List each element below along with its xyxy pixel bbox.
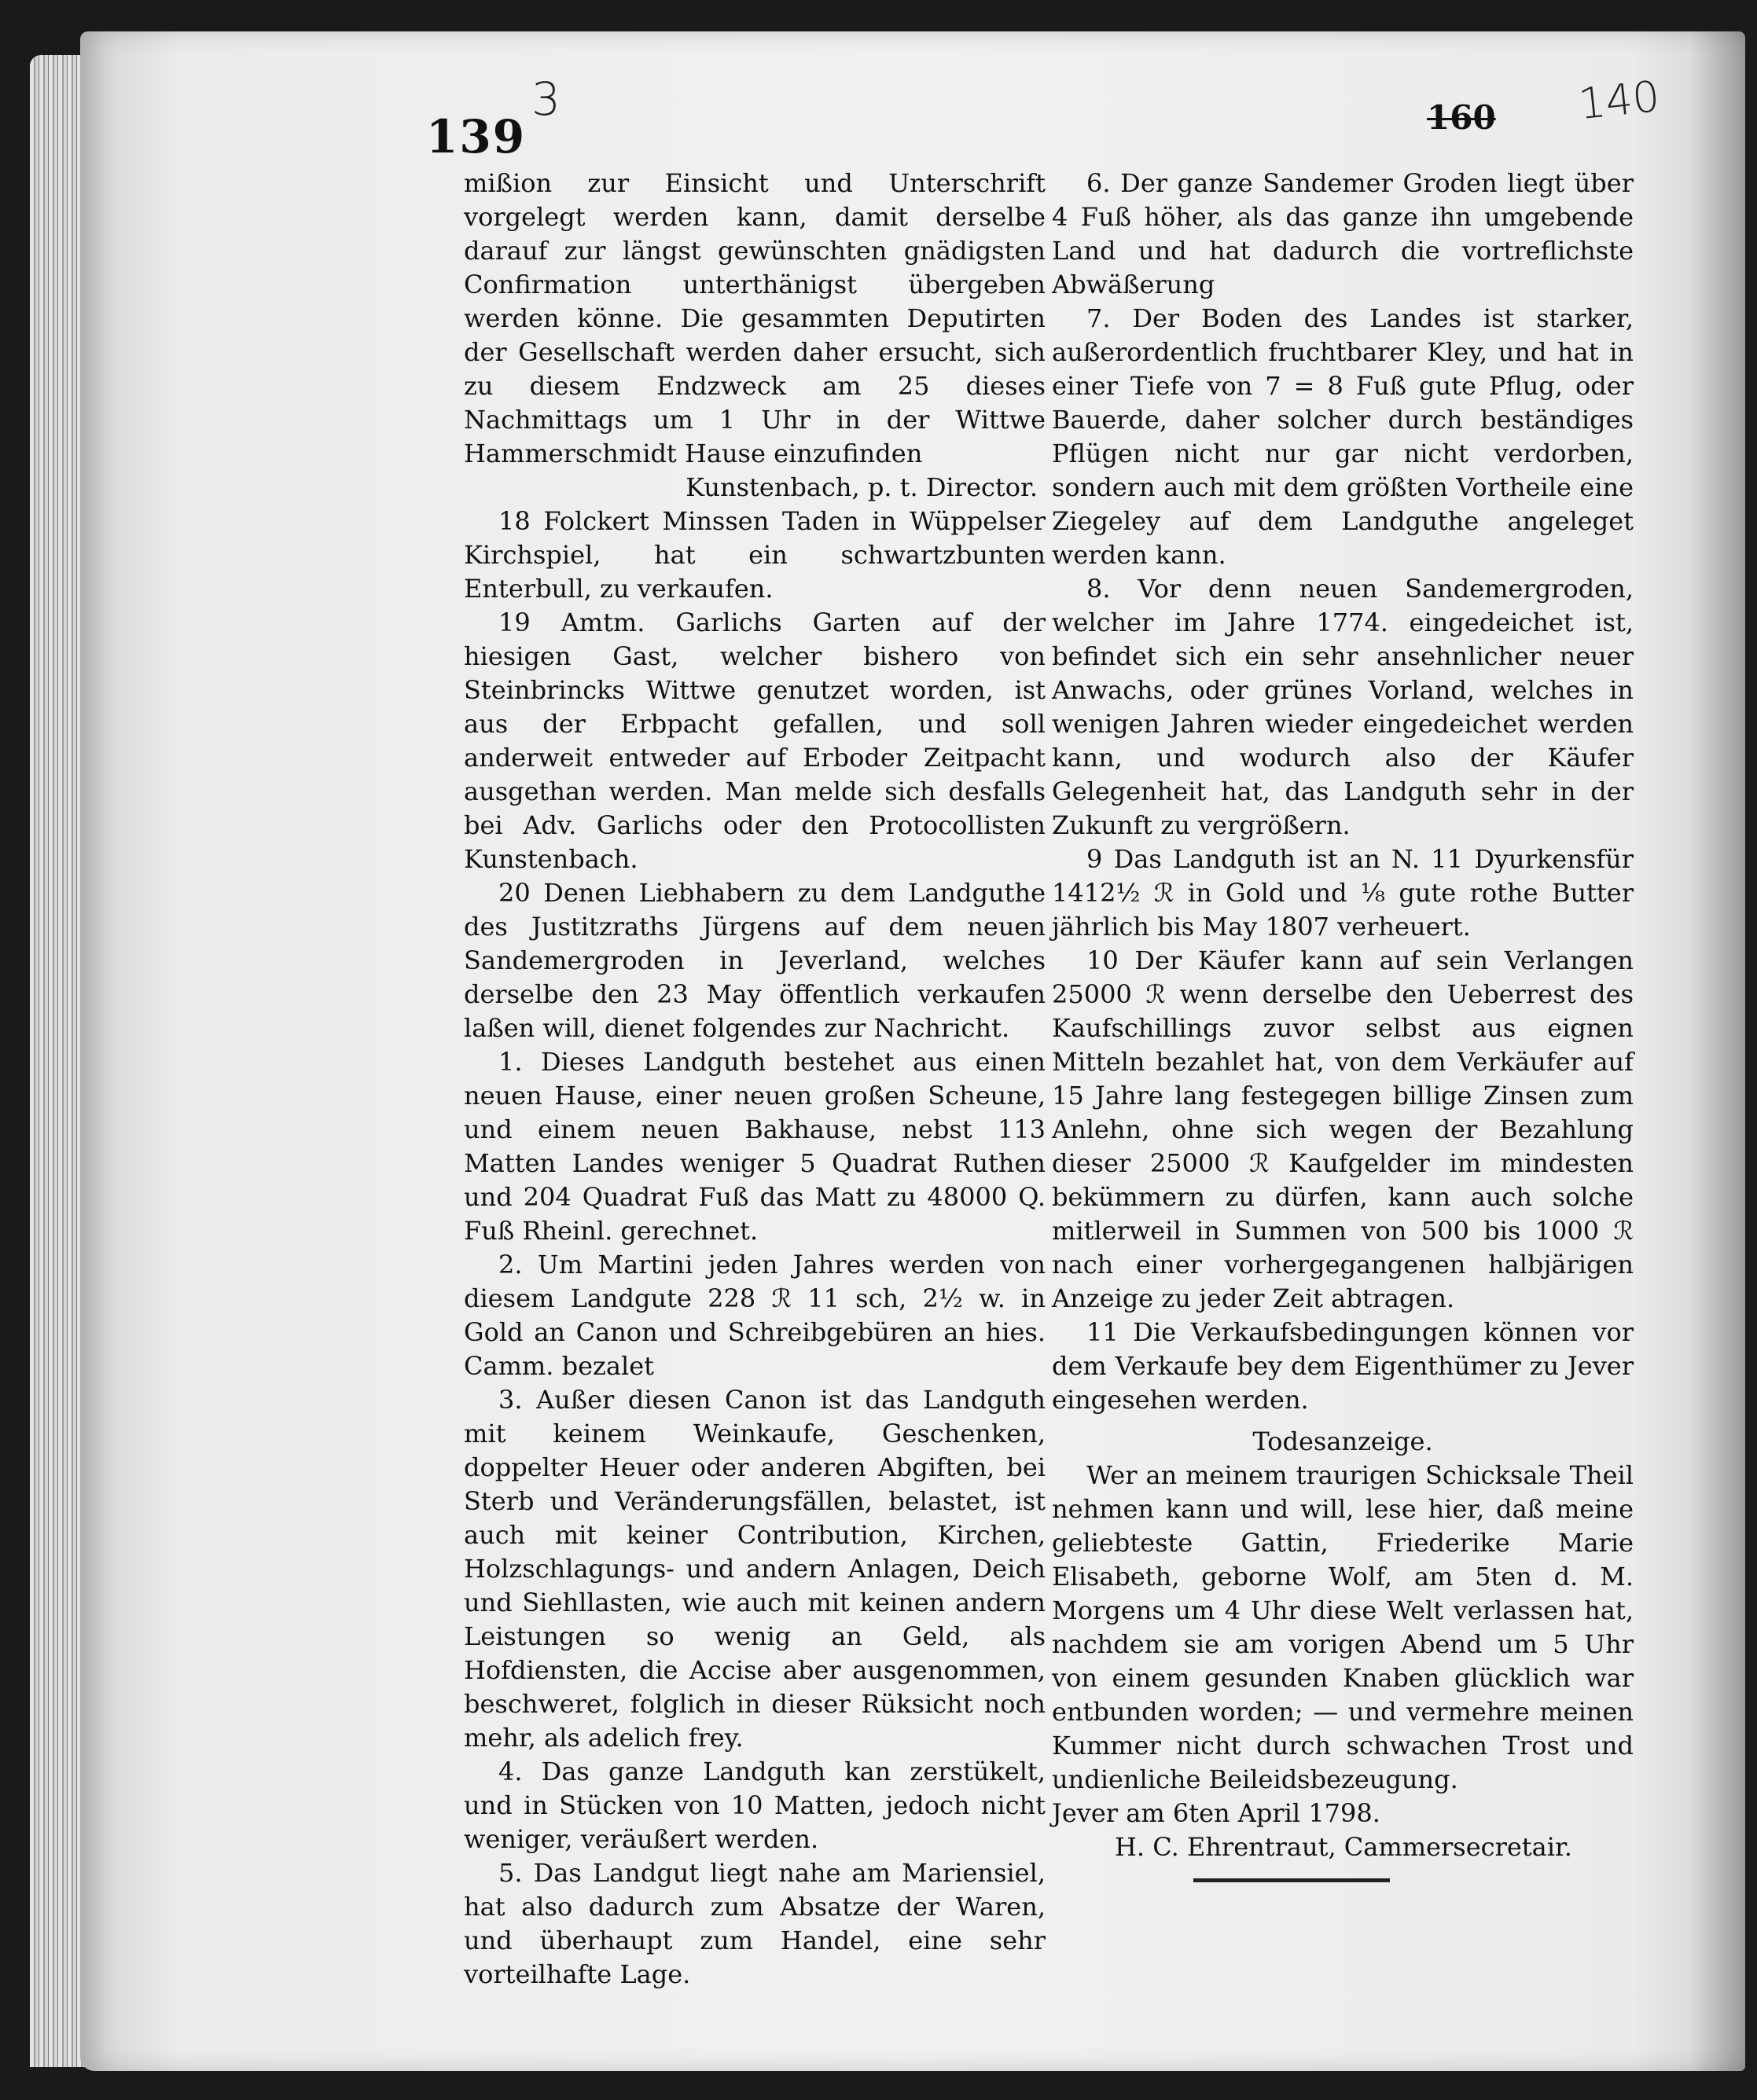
page-number-left: 139 [426, 110, 527, 163]
left-column [464, 167, 1046, 1992]
paragraph: 1. Dieses Landguth bestehet aus einen neuen Hause, einer neuen großen Scheune, und einem neuen Bakhause, nebst 113 Matten Landes weniger 5 Quadrat Ruthen und 204 Quadrat Fuß das Matt zu 48000 Q. Fuß Rheinl. gerechnet. [464, 1047, 1046, 1246]
paragraph: 5. Das Landgut liegt nahe am Mariensiel, hat also dadurch zum Absatze der Waren, und überhaupt zum Handel, eine sehr vorteilhafte Lage. [464, 1858, 1046, 1989]
paragraph: 19 Amtm. Garlichs Garten auf der hiesigen Gast, welcher bishero von Steinbrincks Wittwe genutzet worden, ist aus der Erbpacht gefallen, und soll anderweit entweder auf Erboder Zeitpacht ausgethan werden. Man melde sich desfalls bei Adv. Garlichs oder den Protocollisten Kunstenbach. [464, 608, 1046, 874]
handwritten-note-right: 140 [1575, 71, 1663, 130]
paragraph: 10 Der Käufer kann auf sein Verlangen 25000 ℛ wenn derselbe den Ueberrest des Kaufschillings zuvor selbst aus eignen Mitteln bezahlet hat, von dem Verkäufer auf 15 Jahre lang festegegen billige Zinsen zum Anlehn, ohne sich wegen der Bezahlung dieser 25000 ℛ Kaufgelder im mindesten bekümmern zu dürfen, kann auch solche mitlerweil in Summen von 500 bis 1000 ℛ nach einer vorhergegangenen halbjärigen Anzeige zu jeder Zeit abtragen. [1052, 945, 1634, 1313]
closing-rule [1193, 1878, 1390, 1882]
paragraph-signature: Kunstenbach, p. t. Director. [686, 472, 1038, 502]
gutter-shadow [1690, 31, 1745, 2071]
handwritten-note-left: 3 [531, 72, 561, 126]
paragraph: 20 Denen Liebhabern zu dem Landguthe des Justitzraths Jürgens auf dem neuen Sandemergroden in Jeverland, welches derselbe den 23 May öffentlich verkaufen laßen will, dienet folgendes zur Nachricht. [464, 878, 1046, 1043]
paragraph: 7. Der Boden des Landes ist starker, außerordentlich fruchtbarer Kley, und hat in einer Tiefe von 7 = 8 Fuß gute Pflug, oder Bauerde, daher solcher durch beständiges Pflügen nicht nur gar nicht verdorben, sondern auch mit dem größten Vortheile eine Ziegeley auf dem Landguthe angeleget werden kann. [1052, 303, 1634, 570]
death-notice-signature: H. C. Ehrentraut, Cammersecretair. [1115, 1832, 1572, 1862]
page-edges [30, 55, 85, 2067]
paragraph: 11 Die Verkaufsbedingungen können vor dem Verkaufe bey dem Eigenthümer zu Jever eingesehen werden. [1052, 1317, 1634, 1415]
paragraph: 3. Außer diesen Canon ist das Landguth mit keinem Weinkaufe, Geschenken, doppelter Heuer oder anderen Abgiften, bei Sterb und Veränderungsfällen, belastet, ist auch mit keiner Contribution, Kirchen, Holzschlagungs- und andern Anlagen, Deich und Siehllasten, wie auch mit keinen andern Leistungen so wenig an Geld, als Hofdiensten, die Accise aber ausgenommen, beschweret, folglich in dieser Rüksicht noch mehr, als adelich frey. [464, 1385, 1046, 1753]
paragraph: 8. Vor denn neuen Sandemergroden, welcher im Jahre 1774. eingedeichet ist, befindet sich ein sehr ansehnlicher neuer Anwachs, oder grünes Vorland, welches in wenigen Jahren wieder eingedeichet werden kann, und wodurch also der Käufer Gelegenheit hat, das Landguth sehr in der Zukunft zu vergrößern. [1052, 574, 1634, 840]
paragraph: 2. Um Martini jeden Jahres werden von diesem Landgute 228 ℛ 11 sch, 2½ w. in Gold an Canon und Schreibgebüren an hies. Camm. bezalet [464, 1250, 1046, 1381]
paragraph: 6. Der ganze Sandemer Groden liegt über 4 Fuß höher, als das ganze ihn umgebende Land und hat dadurch die vortreflichste Abwäßerung [1052, 168, 1634, 299]
page-number-right: 160 [1427, 98, 1496, 137]
death-notice-place-date: Jever am 6ten April 1798. [1052, 1798, 1380, 1828]
paragraph: 4. Das ganze Landguth kan zerstükelt, und in Stücken von 10 Matten, jedoch nicht weniger, veräußert werden. [464, 1757, 1046, 1854]
paragraph: mißion zur Einsicht und Unterschrift vorgelegt werden kann, damit derselbe darauf zur längst gewünschten gnädigsten Confirmation unterthänigst übergeben werden könne. Die gesammten Deputirten der Gesellschaft werden daher ersucht, sich zu diesem Endzweck am 25 dieses Nachmittags um 1 Uhr in der Wittwe Hammerschmidt Hause einzufinden [464, 168, 1046, 468]
right-column [1052, 167, 1634, 1882]
death-notice-body: Wer an meinem traurigen Schicksale Theil nehmen kann und will, lese hier, daß meine geliebteste Gattin, Friederike Marie Elisabeth, geborne Wolf, am 5ten d. M. Morgens um 4 Uhr diese Welt verlassen hat, nachdem sie am vorigen Abend um 5 Uhr von einem gesunden Knaben glücklich war entbunden worden; — und vermehre meinen Kummer nicht durch schwachen Trost und undienliche Beileidsbezeugung. [1052, 1460, 1634, 1794]
death-notice-heading: Todesanzeige. [1252, 1426, 1433, 1456]
paragraph: 18 Folckert Minssen Taden in Wüppelser Kirchspiel, hat ein schwartzbunten Enterbull, zu verkaufen. [464, 506, 1046, 604]
paragraph: 9 Das Landguth ist an N. 11 Dyurkensfür 1412½ ℛ in Gold und ⅛ gute rothe Butter jährlich bis May 1807 verheuert. [1052, 844, 1634, 942]
